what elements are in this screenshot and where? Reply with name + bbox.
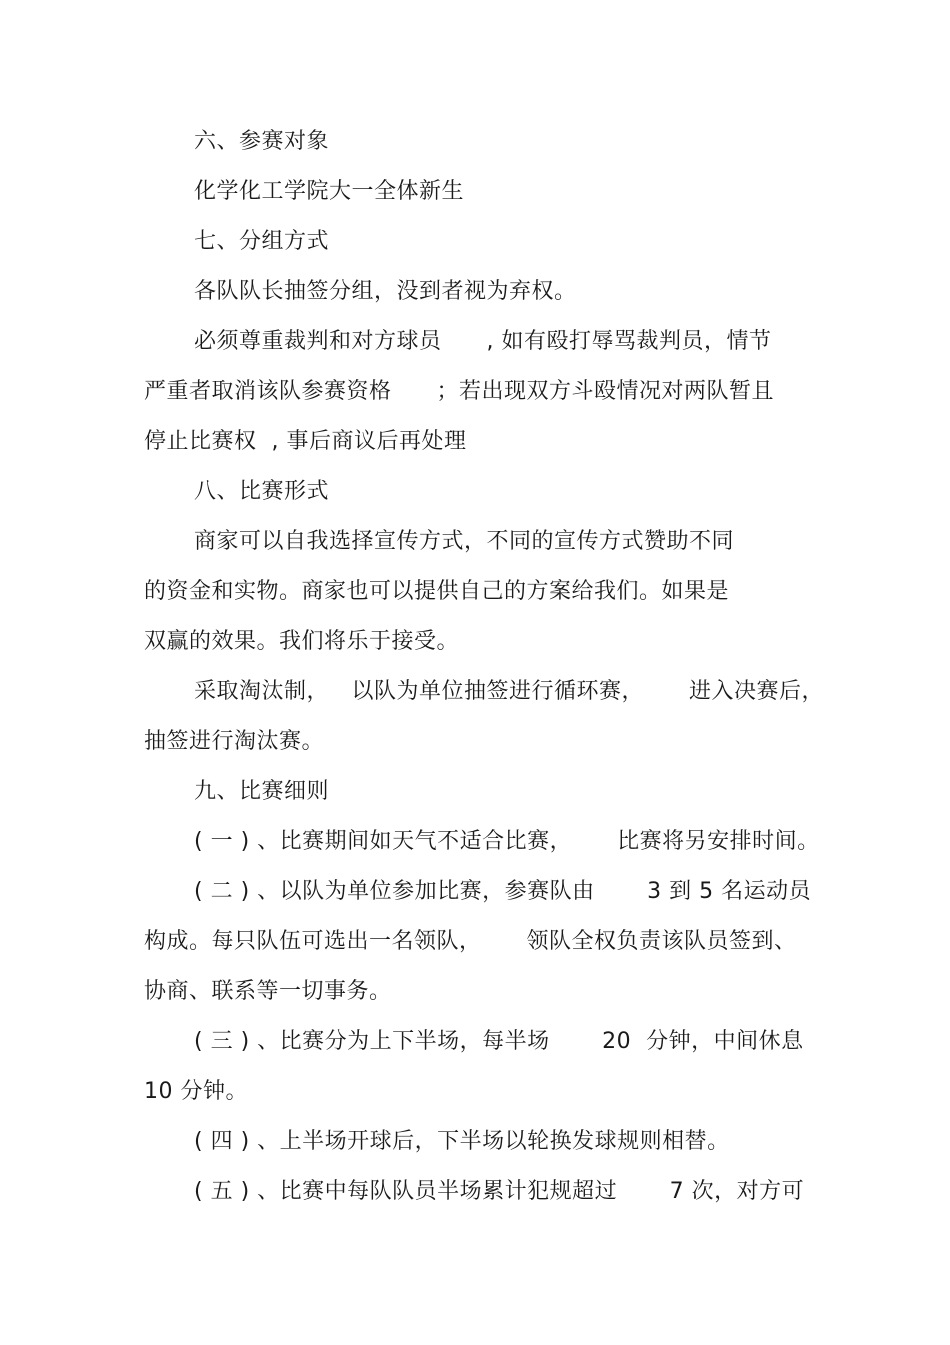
- rule-item-4: ( 四 ) 、上半场开球后，下半场以轮换发球规则相替。: [194, 1129, 730, 1154]
- rule-item-1: ( 一 ) 、比赛期间如天气不适合比赛， 比赛将另安排时间。: [194, 829, 820, 854]
- paragraph-line: 必须尊重裁判和对方球员 , 如有殴打辱骂裁判员，情节: [194, 329, 772, 354]
- paragraph-line: 化学化工学院大一全体新生: [194, 179, 465, 204]
- paragraph-line: 构成。每只队伍可选出一名领队， 领队全权负责该队员签到、: [144, 929, 797, 954]
- paragraph-line: 协商、联系等一切事务。: [144, 979, 392, 1004]
- paragraph-line: 严重者取消该队参赛资格 ；若出现双方斗殴情况对两队暂且: [144, 379, 774, 404]
- section-heading-9: 九、比赛细则: [194, 779, 330, 804]
- rule-item-5: ( 五 ) 、比赛中每队队员半场累计犯规超过 7 次，对方可: [194, 1179, 805, 1204]
- paragraph-line: 抽签进行淘汰赛。: [144, 729, 325, 754]
- paragraph-line: 停止比赛权 , 事后商议后再处理: [144, 429, 467, 454]
- section-heading-8: 八、比赛形式: [194, 479, 330, 504]
- paragraph-line: 双赢的效果。我们将乐于接受。: [144, 629, 460, 654]
- paragraph-line: 的资金和实物。商家也可以提供自己的方案给我们。如果是: [144, 579, 730, 604]
- paragraph-line: 各队队长抽签分组，没到者视为弃权。: [194, 279, 577, 304]
- paragraph-line: 商家可以自我选择宣传方式，不同的宣传方式赞助不同: [194, 529, 735, 554]
- section-heading-7: 七、分组方式: [194, 229, 330, 254]
- rule-item-3: ( 三 ) 、比赛分为上下半场，每半场 20 分钟，中间休息: [194, 1029, 804, 1054]
- rule-item-2: ( 二 ) 、以队为单位参加比赛，参赛队由 3 到 5 名运动员: [194, 879, 812, 904]
- paragraph-line: 采取淘汰制， 以队为单位抽签进行循环赛， 进入决赛后，: [194, 679, 824, 704]
- paragraph-line: 10 分钟。: [144, 1079, 248, 1104]
- section-heading-6: 六、参赛对象: [194, 129, 330, 154]
